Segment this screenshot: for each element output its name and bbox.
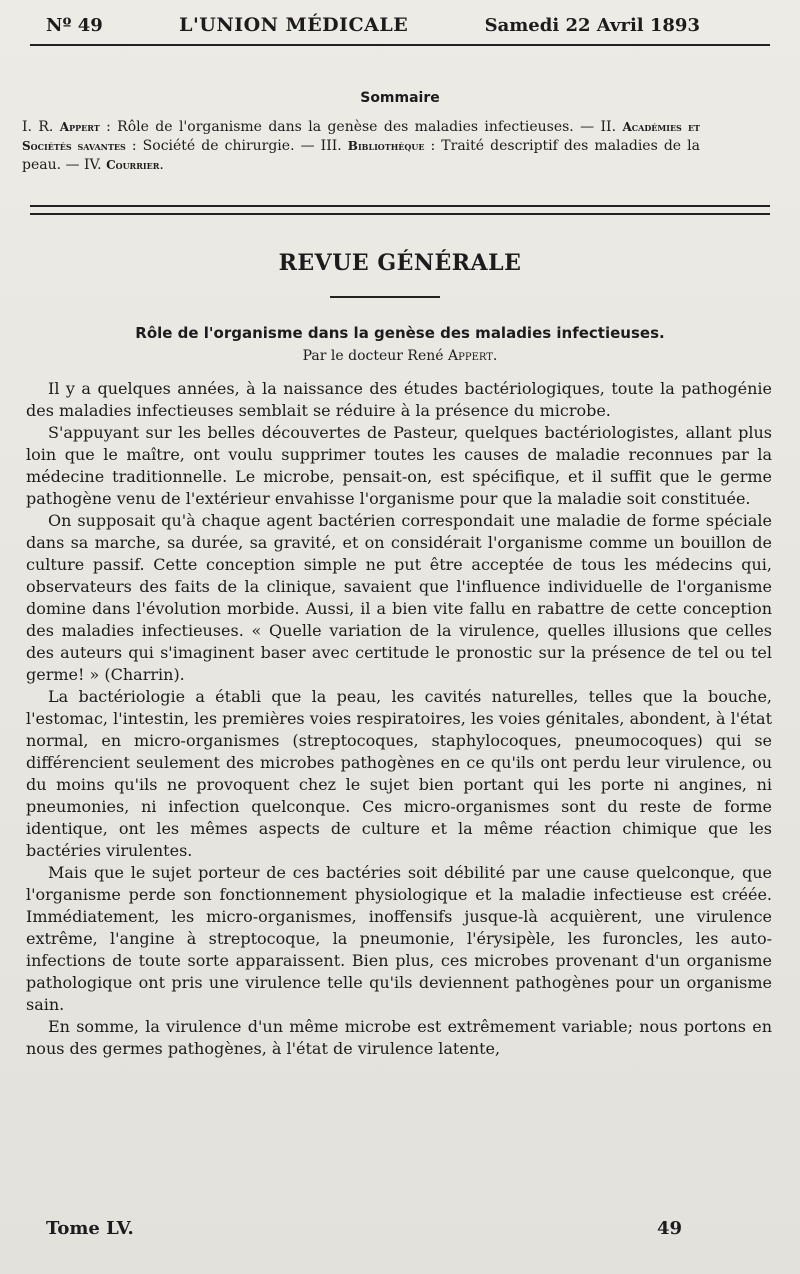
sommaire-part4-label: Courrier [106, 158, 160, 172]
paragraph: S'appuyant sur les belles découvertes de Pasteur, quelques bactériologistes, allant plus loin que le maître, ont voulu supprimer toutes les causes de maladie reconnues par la médecine traditionnelle. Le microbe, pensait-on, est spécifique, et il suffit que le germe pathogène venu de l'extérieur envahisse l'organisme pour que la maladie soit constituée. [26, 423, 772, 508]
article-title: Rôle de l'organisme dans la genèse des maladies infectieuses. [135, 324, 665, 342]
journal-title: L'UNION MÉDICALE [179, 14, 409, 36]
sommaire-heading: Sommaire [360, 90, 440, 106]
paragraph: La bactériologie a établi que la peau, les cavités naturelles, telles que la bouche, l'estomac, l'intestin, les premières voies respiratoires, les voies génitales, abondent, à l'état normal, en micro-organismes (streptocoques, staphylocoques, pneumocoques) qui se différencient seulement des microbes pathogènes en ce qu'ils ont perdu leur virulence, ou du moins qu'ils ne provoquent chez le sujet bien portant qui les porte ni angines, ni pneumonies, ni infection quelconque. Ces micro-organismes sont du reste de forme identique, ont les mêmes aspects de culture et la même réaction chimique que les bactéries virulentes. [26, 687, 772, 860]
sommaire-part4-end: . [159, 157, 164, 173]
page-header [46, 14, 700, 36]
sommaire-part1-text: : Rôle de l'organisme dans la genèse des maladies infectieuses. — II. [99, 119, 623, 135]
header-divider [30, 44, 770, 46]
paragraph: Il y a quelques années, à la naissance des études bactériologiques, toute la pathogénie des maladies infectieuses semblait se réduire à la présence du microbe. [26, 379, 772, 420]
heading-rule [330, 296, 440, 298]
byline-author: Appert [448, 348, 493, 364]
article-byline [0, 348, 800, 364]
byline-end: . [492, 348, 498, 364]
page-number: 49 [656, 1218, 682, 1239]
paragraph: En somme, la virulence d'un même microbe est extrêmement variable; nous portons en nous des germes pathogènes, à l'état de virulence latente, [26, 1017, 772, 1058]
section-divider [30, 205, 770, 215]
article-body [26, 378, 772, 1060]
issue-number: Nº 49 [46, 15, 103, 36]
sommaire-part1-author: Appert [59, 120, 100, 134]
byline-prefix: Par le docteur René [302, 348, 449, 364]
volume-label: Tome LV. [46, 1218, 134, 1239]
sommaire-part3-text: : Traité descriptif des maladies de la peau. — IV. [22, 138, 700, 173]
issue-date: Samedi 22 Avril 1893 [484, 15, 700, 36]
sommaire-part3-label: Bibliothèque [347, 139, 425, 153]
sommaire-part2-text: : Société de chirurgie. — III. [125, 138, 348, 154]
paragraph: Mais que le sujet porteur de ces bactéries soit débilité par une cause quelconque, que l'organisme perde son fonctionnement physiologique et la maladie infectieuse est créée. Immédiatement, les micro-organismes, inoffensifs jusque-là acquièrent, une virulence extrême, l'angine à streptocoque, la pneumonie, l'érysipèle, les furoncles, les auto-infections de toute sorte apparaissent. Bien plus, ces microbes provenant d'un organisme pathologique ont pris une virulence telle qu'ils deviennent pathogènes pour un organisme sain. [26, 863, 772, 1014]
page-footer [46, 1218, 682, 1239]
sommaire-part2-label: Académies et Sociétés savantes [22, 120, 701, 153]
section-heading: REVUE GÉNÉRALE [278, 250, 522, 276]
paragraph: On supposait qu'à chaque agent bactérien correspondait une maladie de forme spéciale dans sa marche, sa durée, sa gravité, et on considérait l'organisme comme un bouillon de culture passif. Cette conception simple ne put être acceptée de tous les médecins qui, observateurs des faits de la clinique, savaient que l'influence individuelle de l'organisme domine dans l'évolution morbide. Aussi, il a bien vite fallu en rabattre de cette conception des maladies infectieuses. « Quelle variation de la virulence, quelles illusions que celles des auteurs qui s'imaginent baser avec certitude le pronostic sur la présence de tel ou tel germe! » (Charrin). [26, 511, 772, 684]
sommaire-part1-num: I. R. [22, 119, 60, 135]
sommaire-contents [22, 118, 700, 175]
